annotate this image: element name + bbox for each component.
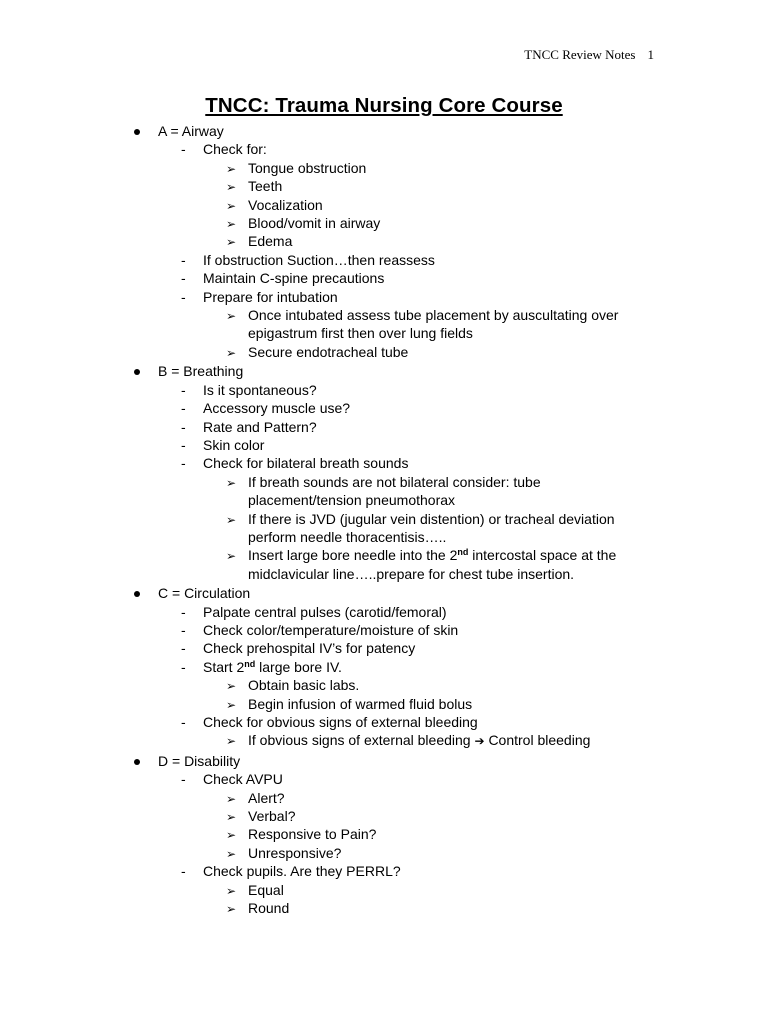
arrow-bullet-icon: ➢ <box>226 180 237 195</box>
sub-item: ➢ If obvious signs of external bleeding ➔ Control bleeding <box>0 731 768 750</box>
sub-item: ➢ Equal <box>0 881 768 899</box>
section-heading: A = Airway <box>158 123 224 139</box>
dash-marker: - <box>181 270 186 287</box>
sub-item: ➢ If breath sounds are not bilateral consider: tube placement/tension pneumothorax <box>226 473 541 509</box>
sub-item: ➢ Verbal? <box>0 807 768 825</box>
section-heading: B = Breathing <box>158 363 244 380</box>
outline-body <box>0 121 768 917</box>
sub-item: ➢ Teeth <box>0 177 768 195</box>
sub-item: ➢ Edema <box>0 232 768 250</box>
list-item: - Skin color <box>181 436 265 453</box>
dash-marker: - <box>181 640 186 657</box>
list-item: - Check for bilateral breath sounds <box>181 455 409 472</box>
sub-item: ➢ If there is JVD (jugular vein distention) or tracheal deviation perform needle thoracentisis….. <box>226 510 615 545</box>
section-circulation <box>0 584 768 602</box>
list-item: - Start 2nd large bore IV. <box>181 658 342 675</box>
sub-item: ➢ Round <box>0 899 768 917</box>
bullet-icon <box>134 759 140 765</box>
bullet-icon <box>134 129 140 135</box>
dash-marker: - <box>181 436 186 453</box>
list-item: - Accessory muscle use? <box>181 400 351 417</box>
arrow-bullet-icon: ➢ <box>226 345 237 360</box>
sub-item: ➢ Unresponsive? <box>0 844 768 862</box>
arrow-bullet-icon: ➢ <box>226 475 237 490</box>
dash-marker: - <box>181 288 186 305</box>
dash-marker: - <box>181 714 186 730</box>
arrow-bullet-icon: ➢ <box>226 309 237 324</box>
sub-item: ➢ Alert? <box>0 789 768 807</box>
arrow-bullet-icon: ➢ <box>226 734 237 749</box>
dash-marker: - <box>181 418 186 435</box>
arrow-bullet-icon: ➢ <box>226 810 237 825</box>
document-title: TNCC: Trauma Nursing Core Course <box>205 94 563 117</box>
sub-item: ➢ Tongue obstruction <box>0 159 768 177</box>
section-breathing <box>0 362 768 380</box>
dash-marker: - <box>181 141 186 158</box>
list-item: - Check for: <box>181 141 267 158</box>
sub-item: ➢ Secure endotracheal tube <box>0 343 768 361</box>
list-item: - Palpate central pulses (carotid/femoral) <box>181 603 447 620</box>
arrow-bullet-icon: ➢ <box>226 161 237 176</box>
header-text: TNCC Review Notes <box>524 47 636 62</box>
arrow-bullet-icon: ➢ <box>226 679 237 694</box>
list-item: - Check color/temperature/moisture of skin <box>181 621 459 638</box>
sub-item: ➢ Once intubated assess tube placement by auscultating over epigastrum first then over lung fields <box>226 307 619 342</box>
list-item: - Is it spontaneous? <box>181 381 317 398</box>
list-item: - Check for obvious signs of external bleeding <box>181 714 478 730</box>
right-arrow-icon: ➔ <box>474 734 485 749</box>
list-item: - Rate and Pattern? <box>181 418 317 435</box>
sub-item: ➢ Obtain basic labs. <box>0 676 768 694</box>
arrow-bullet-icon: ➢ <box>226 828 237 843</box>
running-header <box>524 47 654 63</box>
arrow-bullet-icon: ➢ <box>226 512 237 527</box>
dash-marker: - <box>181 381 186 398</box>
bullet-icon <box>134 369 140 375</box>
dash-marker: - <box>181 603 186 620</box>
arrow-bullet-icon: ➢ <box>226 883 237 898</box>
page-number: 1 <box>647 47 654 62</box>
arrow-bullet-icon: ➢ <box>226 697 237 712</box>
dash-marker: - <box>181 863 186 880</box>
list-item: - Check AVPU <box>181 771 283 788</box>
list-item: - If obstruction Suction…then reassess <box>181 251 435 268</box>
list-item: - Check pupils. Are they PERRL? <box>181 863 401 880</box>
bullet-icon <box>134 591 140 597</box>
sub-item: ➢ Blood/vomit in airway <box>0 214 768 232</box>
sub-item: ➢ Begin infusion of warmed fluid bolus <box>0 695 768 713</box>
list-item: - Maintain C-spine precautions <box>181 270 385 287</box>
section-airway <box>0 122 768 140</box>
arrow-bullet-icon: ➢ <box>226 549 237 564</box>
arrow-bullet-icon: ➢ <box>226 902 237 917</box>
sub-item: ➢ Insert large bore needle into the 2nd intercostal space at the midclavicular line…..prepare for chest tube insertion. <box>226 547 617 582</box>
arrow-bullet-icon: ➢ <box>226 791 237 806</box>
section-heading: D = Disability <box>158 752 241 769</box>
dash-marker: - <box>181 771 186 788</box>
dash-marker: - <box>181 455 186 472</box>
arrow-bullet-icon: ➢ <box>226 217 237 232</box>
list-item: - Prepare for intubation <box>181 288 338 305</box>
dash-marker: - <box>181 621 186 638</box>
section-disability <box>0 752 768 770</box>
sub-item: ➢ Vocalization <box>0 196 768 214</box>
dash-marker: - <box>181 400 186 417</box>
list-item: - Check prehospital IV’s for patency <box>181 640 416 657</box>
dash-marker: - <box>181 251 186 268</box>
arrow-bullet-icon: ➢ <box>226 846 237 861</box>
section-heading: C = Circulation <box>158 585 251 602</box>
arrow-bullet-icon: ➢ <box>226 235 237 250</box>
dash-marker: - <box>181 658 186 675</box>
arrow-bullet-icon: ➢ <box>226 198 237 213</box>
sub-item: ➢ Responsive to Pain? <box>0 825 768 843</box>
